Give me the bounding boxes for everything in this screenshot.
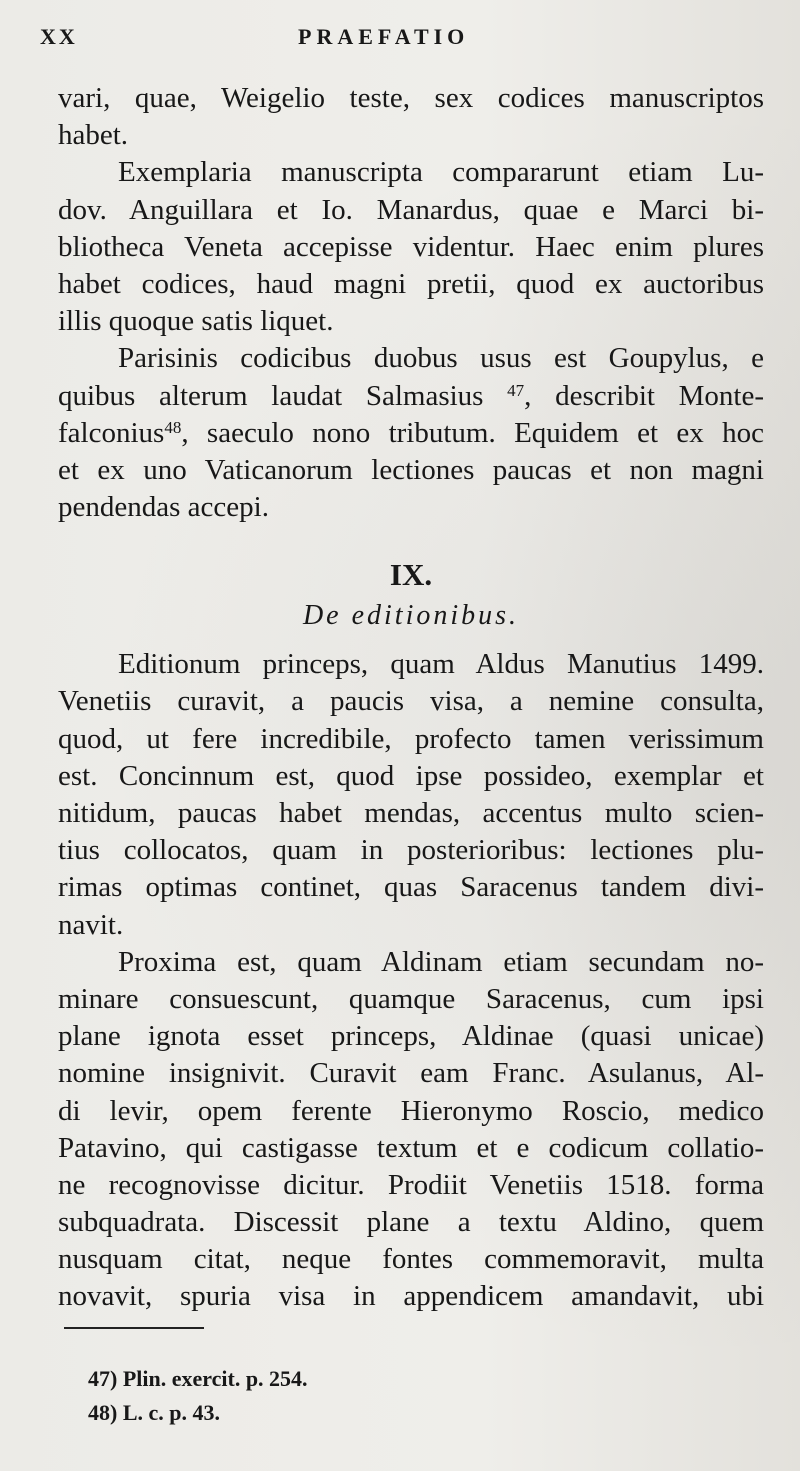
text-line: pendendas accepi. [58,491,269,524]
text-line: Parisinis codicibus duobus usus est Goupylus, e [118,342,764,375]
text-line: ne recognovisse dicitur. Prodiit Venetiis 1518. forma [58,1168,764,1201]
text-line: habet codices, haud magni pretii, quod ex auctoribus [58,267,764,300]
text-line: vari, quae, Weigelio teste, sex codices manuscriptos [58,82,764,114]
text-line: dov. Anguillara et Io. Manardus, quae e Marci bi- [58,193,764,226]
text-line: di levir, opem ferente Hieronymo Roscio, medico [58,1094,764,1127]
section-title: De editionibus. [302,600,520,632]
text-line: est. Concinnum est, quod ipse possideo, exemplar et [58,759,764,792]
text-line: nitidum, paucas habet mendas, accentus multo scien- [58,797,764,829]
text-line: Editionum princeps, quam Aldus Manutius 1499. [118,648,764,681]
text-line: plane ignota esset princeps, Aldinae (quasi unicae) [58,1020,764,1053]
text-line [58,415,764,452]
text-line: habet. [58,119,129,152]
text-line: bliotheca Veneta accepisse videntur. Haec enim plures [58,230,764,263]
body-text [58,80,764,1316]
text-fragment: falconius [58,416,165,449]
footnote-ref-47: 47 [507,380,525,400]
text-line: navit. [58,908,124,941]
text-line: illis quoque satis liquet. [58,305,334,338]
text-fragment: quibus alterum laudat Salmasius [58,379,508,412]
text-line: Patavino, qui castigasse textum et e codicum collatio- [58,1131,764,1164]
text-line [58,378,764,415]
text-line: nomine insignivit. Curavit eam Franc. Asulanus, Al- [58,1057,764,1090]
text-line: Proxima est, quam Aldinam etiam secundam no- [118,945,764,978]
footnote-48: 48) L. c. p. 43. [88,1400,220,1425]
page-header [40,24,760,60]
text-fragment: , saeculo nono tributum. Equidem et ex hoc [181,416,764,449]
text-line: novavit, spuria visa in appendicem amandavit, ubi [58,1280,764,1313]
running-head: PRAEFATIO [298,24,470,49]
text-line: Venetiis curavit, a paucis visa, a nemine consulta, [58,685,764,718]
text-line: et ex uno Vaticanorum lectiones paucas et non magni [58,453,764,486]
text-line: nusquam citat, neque fontes commemoravit, multa [58,1243,764,1276]
section-gap [58,526,764,548]
text-line: tius collocatos, quam in posterioribus: lectiones plu- [58,834,764,867]
text-line: subquadrata. Discessit plane a textu Aldino, quem [58,1206,764,1239]
footnotes [88,1362,308,1430]
footnote-47: 47) Plin. exercit. p. 254. [88,1366,308,1391]
section-number: IX. [389,557,433,593]
text-line: quod, ut fere incredibile, profecto tamen verissimum [58,722,764,755]
page-number: XX [40,24,78,49]
text-fragment: , describit Monte- [524,379,764,412]
text-line: Exemplaria manuscripta compararunt etiam Lu- [118,156,764,189]
footnote-rule [64,1327,204,1329]
text-line: rimas optimas continet, quas Saracenus tandem divi- [58,871,764,904]
text-line: minare consuescunt, quamque Saracenus, cum ipsi [58,982,764,1015]
footnote-ref-48: 48 [164,417,182,437]
